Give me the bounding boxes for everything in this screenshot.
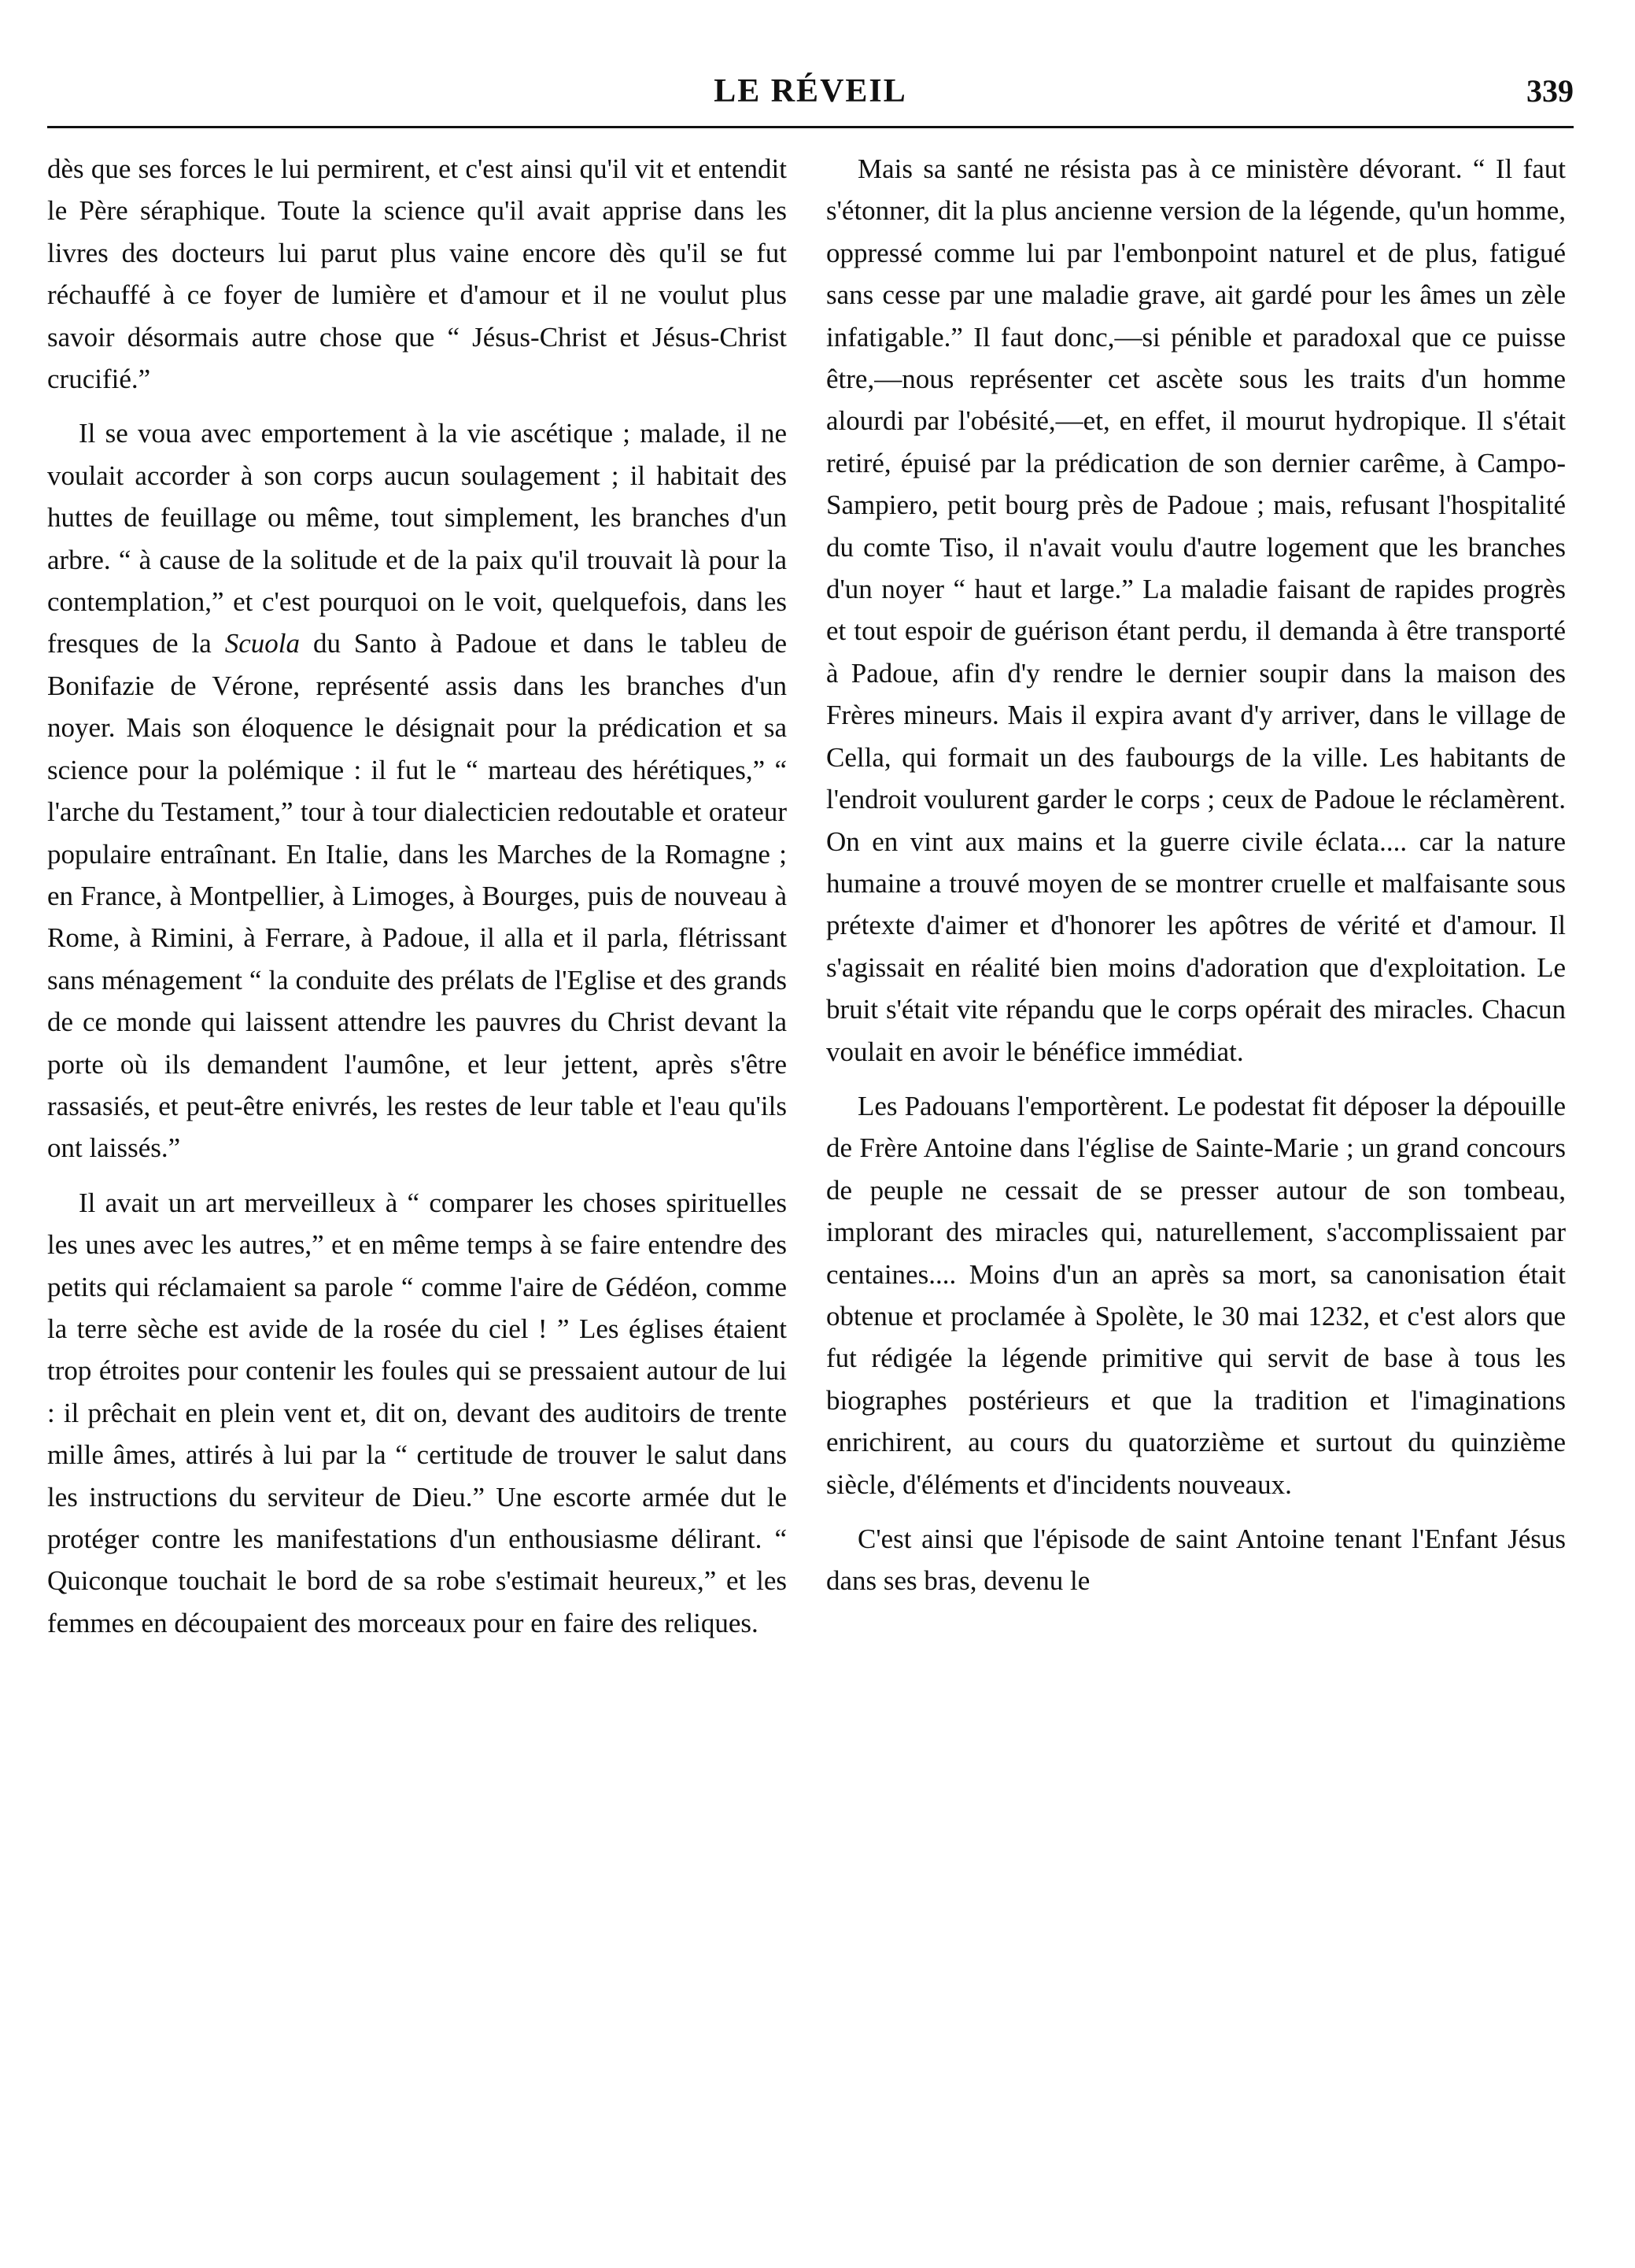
paragraph-canonisation: Les Padouans l'emportèrent. Le podestat fit déposer la dépouille de Frère Antoine dans l'église de Sainte-Marie ; un grand concours de peuple ne cessait de se presser autour de son tombeau, implorant des miracles qui, naturellement, s'accomplissaient par centaines.... Moins d'un an après sa mort, sa canonisation était obtenue et proclamée à Spolète, le 30 mai 1232, et c'est alors que fut rédigée la légende primitive qui servit de base à tous les biographes postérieurs et que la tradition et l'imaginations enrichirent, au cours du quatorzième et surtout du quinzième siècle, d'éléments et d'incidents nouveaux. xyxy=(826,1090,1566,1500)
left-column xyxy=(47,148,787,1644)
paragraph-death: Mais sa santé ne résista pas à ce ministère dévorant. “ Il faut s'étonner, dit la plus ancienne version de la légende, qu'un homme, oppressé comme lui par l'embonpoint naturel et de plus, fatigué sans cesse par une maladie grave, ait gardé pour les âmes un zèle infatigable.” Il faut donc,—si pénible et paradoxal que ce puisse être,—nous représenter cet ascète sous les traits d'un homme alourdi par l'obésité,—et, en effet, il mourut hydropique. Il s'était retiré, épuisé par la prédication de son dernier carême, à Campo-Sampiero, petit bourg près de Padoue ; mais, refusant l'hospitalité du comte Tiso, il n'avait voulu d'autre logement que les branches d'un noyer “ haut et large.” La maladie faisant de rapides progrès et tout espoir de guérison étant perdu, il demanda à être transporté à Padoue, afin d'y rendre le dernier soupir dans la maison des Frères mineurs. Mais il expira avant d'y arriver, dans le village de Cella, qui formait un des faubourgs de la ville. Les habitants de l'endroit voulurent garder le corps ; ceux de Padoue le réclamèrent. On en vint aux mains et la guerre civile éclata.... car la nature humaine a trouvé moyen de se montrer cruelle et malfaisante sous prétexte d'aimer et d'honorer les apôtres de vérité et d'amour. Il s'agissait en réalité bien moins d'adoration que d'exploitation. Le bruit s'était vite répandu que le corps opérait des miracles. Chacun voulait en avoir le bénéfice immédiat. xyxy=(826,153,1566,1067)
page-number: 339 xyxy=(1526,73,1574,109)
page-header xyxy=(47,72,1574,116)
header-rule xyxy=(47,126,1574,128)
paragraph-text: du Santo à Padoue et dans le tableu de Bonifazie de Vérone, représenté assis dans les branches d'un noyer. Mais son éloquence le désignait pour la prédication et sa science pour la polémique : il fut le “ marteau des hérétiques,” “ l'arche du Testament,” tour à tour dialecticien redoutable et orateur populaire entraînant. En Italie, dans les Marches de la Romagne ; en France, à Montpellier, à Limoges, à Bourges, puis de nouveau à Rome, à Rimini, à Ferrare, à Padoue, il alla et il parla, flétrissant sans ménagement “ la conduite des prélats de l'Eglise et des grands de ce monde qui laissent attendre les pauvres du Christ devant la porte où ils demandent l'aumône, et leur jettent, après s'être rassasiés, et peut-être enivrés, les restes de leur table et l'eau qu'ils ont laissés.” xyxy=(47,628,788,1164)
paragraph-preaching: Il avait un art merveilleux à “ comparer les choses spirituelles les unes avec les autres,” et en même temps à se faire entendre des petits qui réclamaient sa parole “ comme l'aire de Gédéon, comme la terre sèche est avide de la rosée du ciel ! ” Les églises étaient trop étroites pour contenir les foules qui se pressaient autour de lui : il prêchait en plein vent et, dit on, devant des auditoirs de trente mille âmes, attirés à lui par la “ certitude de trouver le salut dans les instructions du serviteur de Dieu.” Une escorte armée dut le protéger contre les manifestations d'un enthousiasme délirant. “ Quiconque touchait le bord de sa robe s'estimait heureux,” et les femmes en découpaient des morceaux pour en faire des reliques. xyxy=(47,1187,787,1638)
paragraph-text: Il se voua avec emportement à la vie ascétique ; malade, il ne voulait accorder à son corps aucun soulagement ; il habitait des huttes de feuillage ou même, tout simplement, les branches d'un arbre. “ à cause de la solitude et de la paix qu'il trouvait là pour la contemplation,” et c'est pourquoi on le voit, quelquefois, dans les fresques de la xyxy=(47,418,787,659)
right-column xyxy=(826,148,1566,1602)
paragraph-episode: C'est ainsi que l'épisode de saint Antoine tenant l'Enfant Jésus dans ses bras, devenu le xyxy=(826,1524,1566,1597)
paragraph-ascetic-life xyxy=(47,412,787,1169)
italic-term: Scuola xyxy=(224,628,301,659)
paragraph-continued: dès que ses forces le lui permirent, et c'est ainsi qu'il vit et entendit le Père séraphique. Toute la science qu'il avait apprise dans les livres des docteurs lui parut plus vaine encore dès qu'il se fut réchauffé à ce foyer de lumière et d'amour et il ne voulut plus savoir désormais autre chose que “ Jésus-Christ et Jésus-Christ crucifié.” xyxy=(47,153,787,395)
running-title: LE RÉVEIL xyxy=(714,73,907,109)
